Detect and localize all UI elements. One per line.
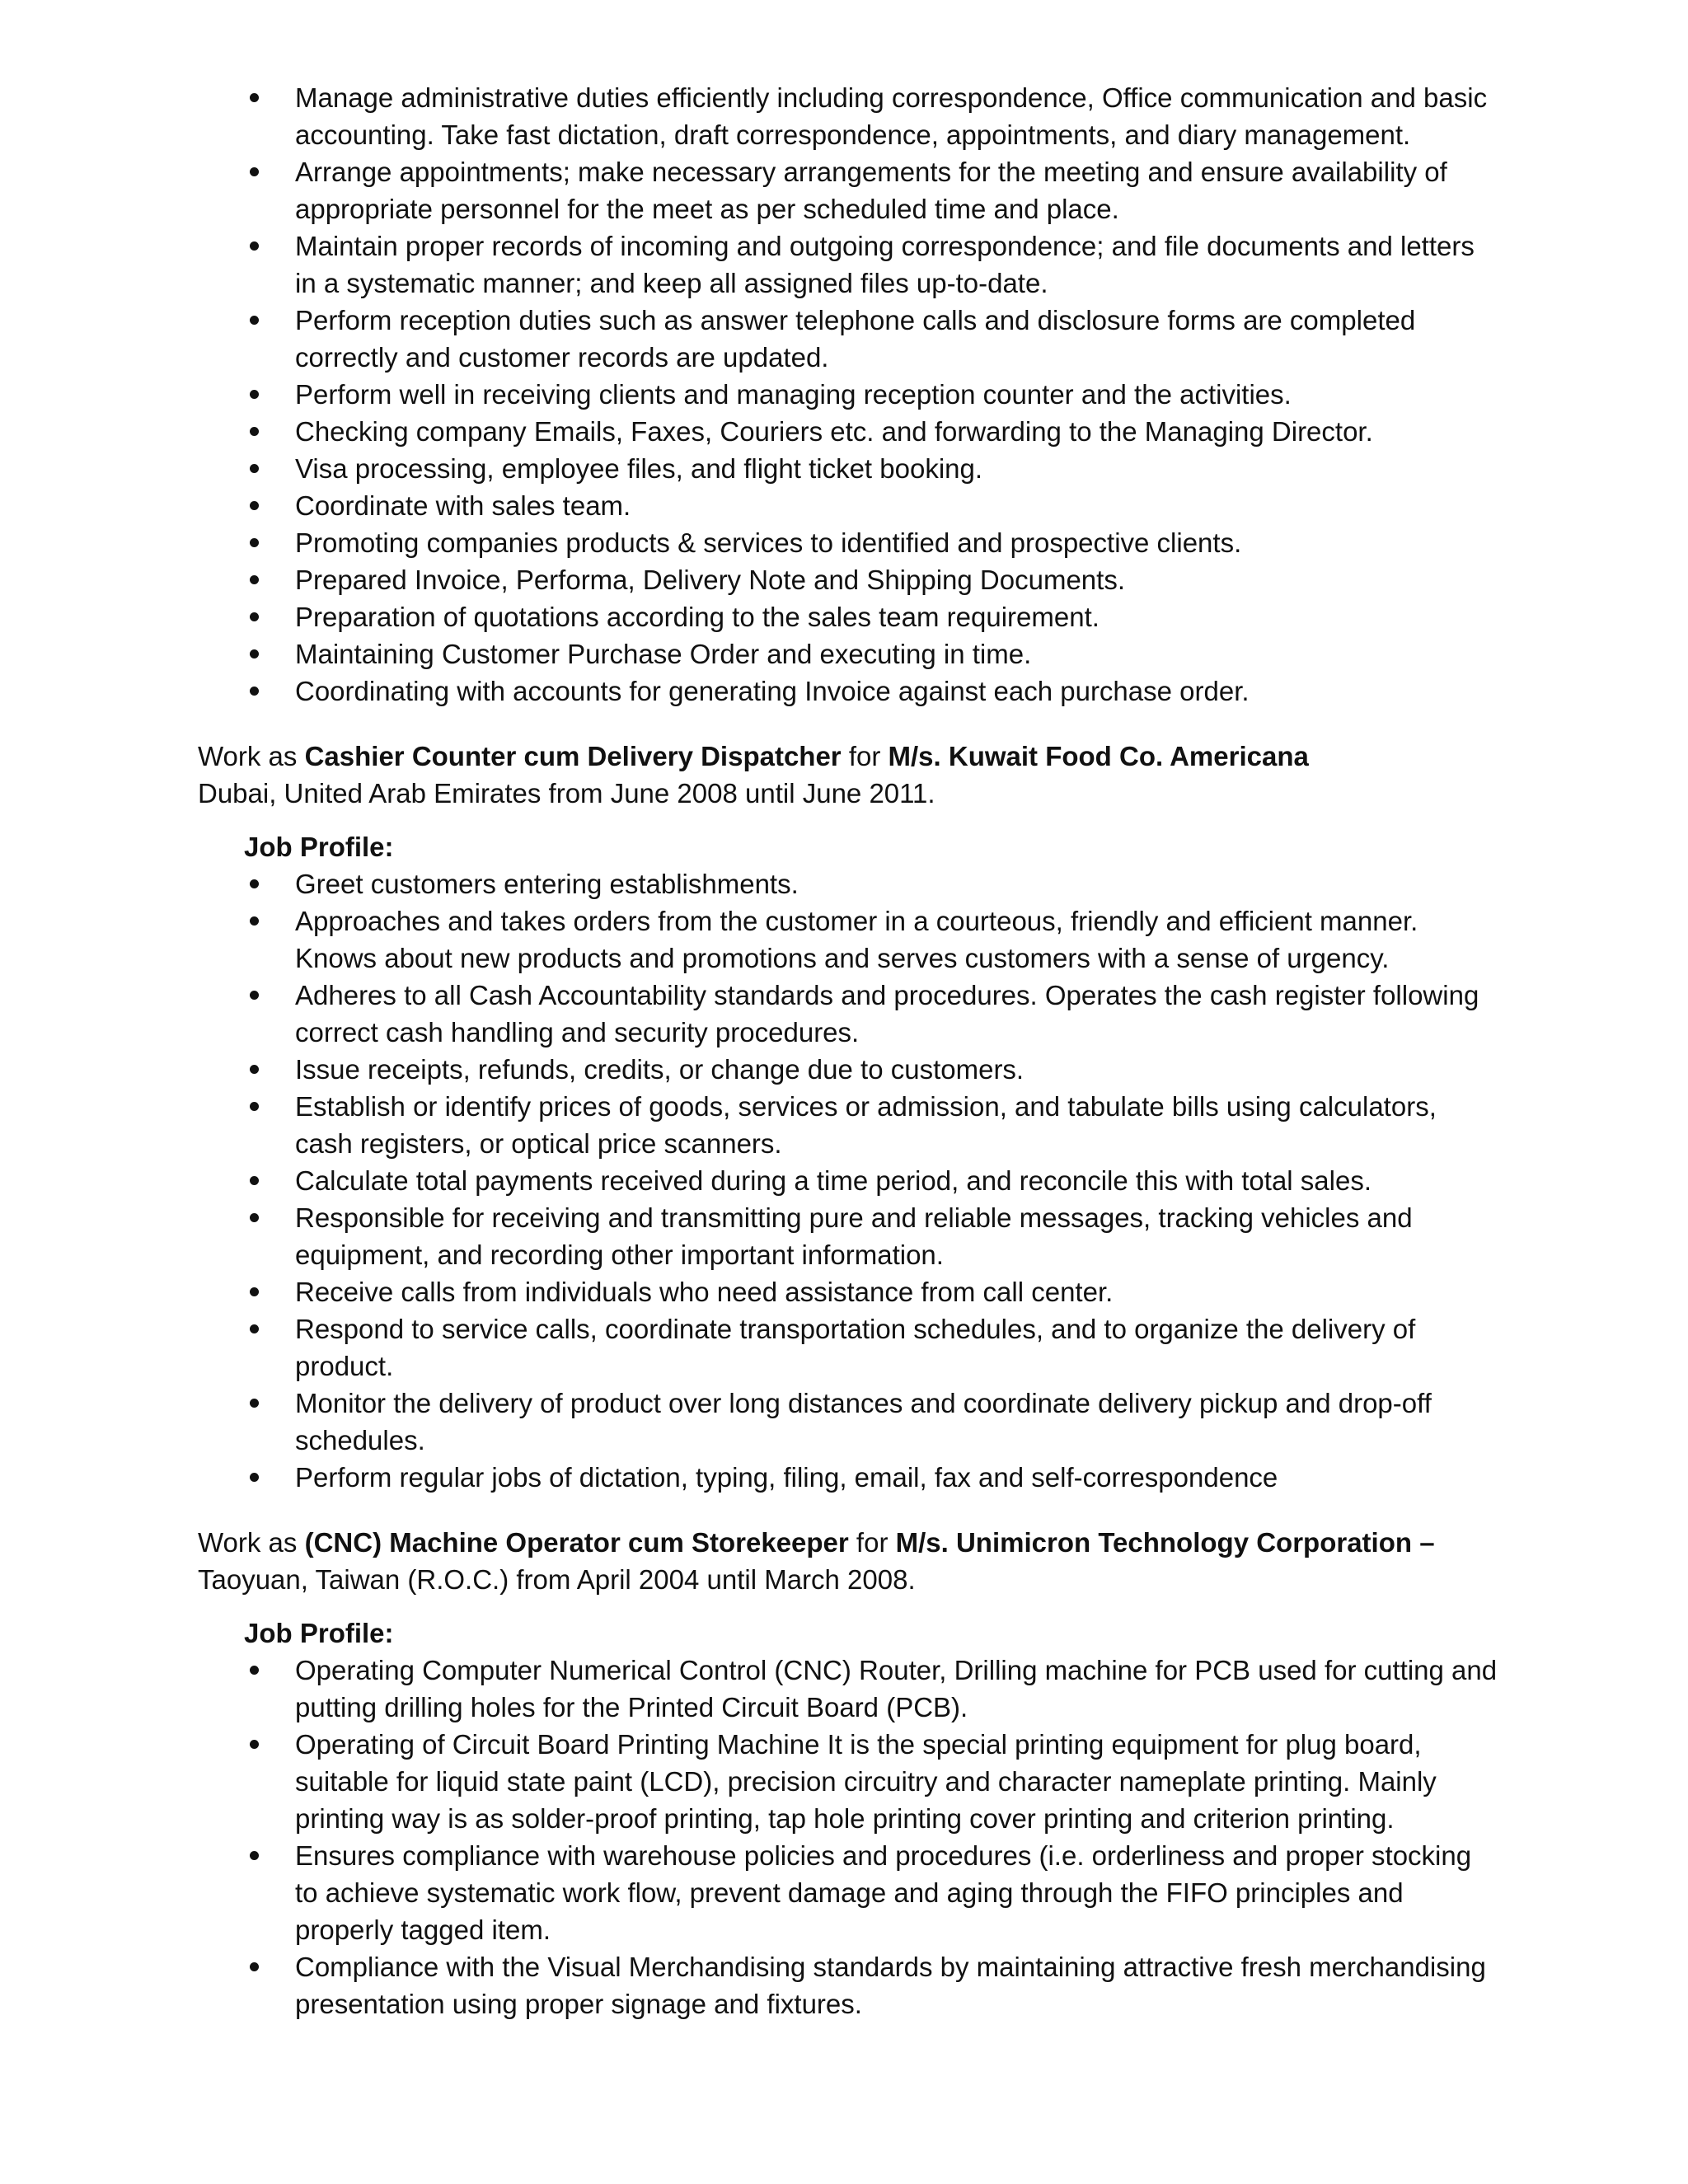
bullet-icon [250,1324,259,1333]
list-item: Adheres to all Cash Accountability standards and procedures. Operates the cash register following correct cash handling and security procedures. [198,977,1500,1051]
bullet-icon [250,991,259,1000]
company-name: M/s. Kuwait Food Co. Americana [888,741,1309,771]
bullet-icon [250,427,259,436]
list-item: Maintaining Customer Purchase Order and executing in time. [198,635,1500,673]
list-item: Compliance with the Visual Merchandising standards by maintaining attractive fresh merchandising presentation using proper signage and fixtures. [198,1948,1500,2022]
job-heading-unimicron: Work as (CNC) Machine Operator cum Storekeeper for M/s. Unimicron Technology Corporation – Taoyuan, Taiwan (R.O.C.) from April 2004 until March 2008. [198,1527,1435,1595]
list-item: Perform reception duties such as answer telephone calls and disclosure forms are completed correctly and customer records are updated. [198,302,1500,376]
bullet-icon [250,575,259,584]
bullet-icon [250,1213,259,1222]
list-item: Issue receipts, refunds, credits, or change due to customers. [198,1051,1500,1088]
list-item: Coordinating with accounts for generating Invoice against each purchase order. [198,673,1500,710]
list-item: Perform regular jobs of dictation, typing, filing, email, fax and self-correspondence [198,1459,1500,1496]
bullet-icon [250,1399,259,1408]
list-item: Monitor the delivery of product over long distances and coordinate delivery pickup and drop-off schedules. [198,1385,1500,1459]
job-profile-label: Job Profile: [244,832,394,862]
bullet-icon [250,538,259,547]
job-location-dates: Dubai, United Arab Emirates from June 2008 until June 2011. [198,778,935,808]
bullet-icon [250,649,259,658]
job-role: Cashier Counter cum Delivery Dispatcher [304,741,842,771]
bullet-icon [250,1102,259,1111]
list-item: Preparation of quotations according to the sales team requirement. [198,598,1500,635]
list-item: Perform well in receiving clients and managing reception counter and the activities. [198,376,1500,413]
bullet-icon [250,316,259,325]
bullet-icon [250,1473,259,1482]
bullet-icon [250,916,259,926]
list-item: Operating of Circuit Board Printing Machine It is the special printing equipment for plug board, suitable for liquid state paint (LCD), precision circuitry and character nameplate printing. Mainly printing way is as solder-proof printing, tap hole printing cover printing and criterion printing. [198,1726,1500,1837]
list-item: Calculate total payments received during a time period, and reconcile this with total sales. [198,1162,1500,1199]
bullet-icon [250,1851,259,1860]
list-item: Visa processing, employee files, and flight ticket booking. [198,450,1500,487]
job-profile-list [198,865,1500,1496]
bullet-icon [250,1176,259,1185]
bullet-icon [250,1065,259,1074]
list-item: Ensures compliance with warehouse policies and procedures (i.e. orderliness and proper stocking to achieve systematic work flow, prevent damage and aging through the FIFO principles and properly tagged item. [198,1837,1500,1948]
list-item: Checking company Emails, Faxes, Couriers etc. and forwarding to the Managing Director. [198,413,1500,450]
bullet-icon [250,687,259,696]
bullet-icon [250,1666,259,1675]
bullet-icon [250,241,259,251]
bullet-icon [250,612,259,621]
bullet-icon [250,879,259,888]
bullet-icon [250,464,259,473]
list-item: Receive calls from individuals who need assistance from call center. [198,1273,1500,1310]
list-item: Manage administrative duties efficiently including correspondence, Office communication and basic accounting. Take fast dictation, draft correspondence, appointments, and diary management. [198,79,1500,153]
bullet-icon [250,390,259,399]
job-role: (CNC) Machine Operator cum Storekeeper [304,1527,849,1558]
bullet-icon [250,167,259,176]
list-item: Coordinate with sales team. [198,487,1500,524]
duties-list [198,79,1500,710]
list-item: Promoting companies products & services to identified and prospective clients. [198,524,1500,561]
list-item: Approaches and takes orders from the customer in a courteous, friendly and efficient manner. Knows about new products and promotions and serves customers with a sense of urgency. [198,902,1500,977]
list-item: Respond to service calls, coordinate transportation schedules, and to organize the delivery of product. [198,1310,1500,1385]
list-item: Arrange appointments; make necessary arrangements for the meeting and ensure availability of appropriate personnel for the meet as per scheduled time and place. [198,153,1500,227]
job-heading-kuwait-food: Work as Cashier Counter cum Delivery Dispatcher for M/s. Kuwait Food Co. Americana Dubai, United Arab Emirates from June 2008 until June 2011. [198,741,1309,808]
list-item: Operating Computer Numerical Control (CNC) Router, Drilling machine for PCB used for cutting and putting drilling holes for the Printed Circuit Board (PCB). [198,1652,1500,1726]
bullet-icon [250,1740,259,1749]
bullet-icon [250,1287,259,1296]
page-content [198,79,1500,2022]
job-profile-list [198,1652,1500,2022]
list-item: Establish or identify prices of goods, services or admission, and tabulate bills using calculators, cash registers, or optical price scanners. [198,1088,1500,1162]
bullet-icon [250,1962,259,1971]
list-item: Greet customers entering establishments. [198,865,1500,902]
job-location-dates: Taoyuan, Taiwan (R.O.C.) from April 2004 until March 2008. [198,1564,916,1595]
list-item: Maintain proper records of incoming and outgoing correspondence; and file documents and letters in a systematic manner; and keep all assigned files up-to-date. [198,227,1500,302]
list-item: Responsible for receiving and transmitting pure and reliable messages, tracking vehicles and equipment, and recording other important information. [198,1199,1500,1273]
job-profile-label: Job Profile: [244,1618,394,1648]
list-item: Prepared Invoice, Performa, Delivery Note and Shipping Documents. [198,561,1500,598]
bullet-icon [250,93,259,102]
bullet-icon [250,501,259,510]
company-name: M/s. Unimicron Technology Corporation – [895,1527,1435,1558]
